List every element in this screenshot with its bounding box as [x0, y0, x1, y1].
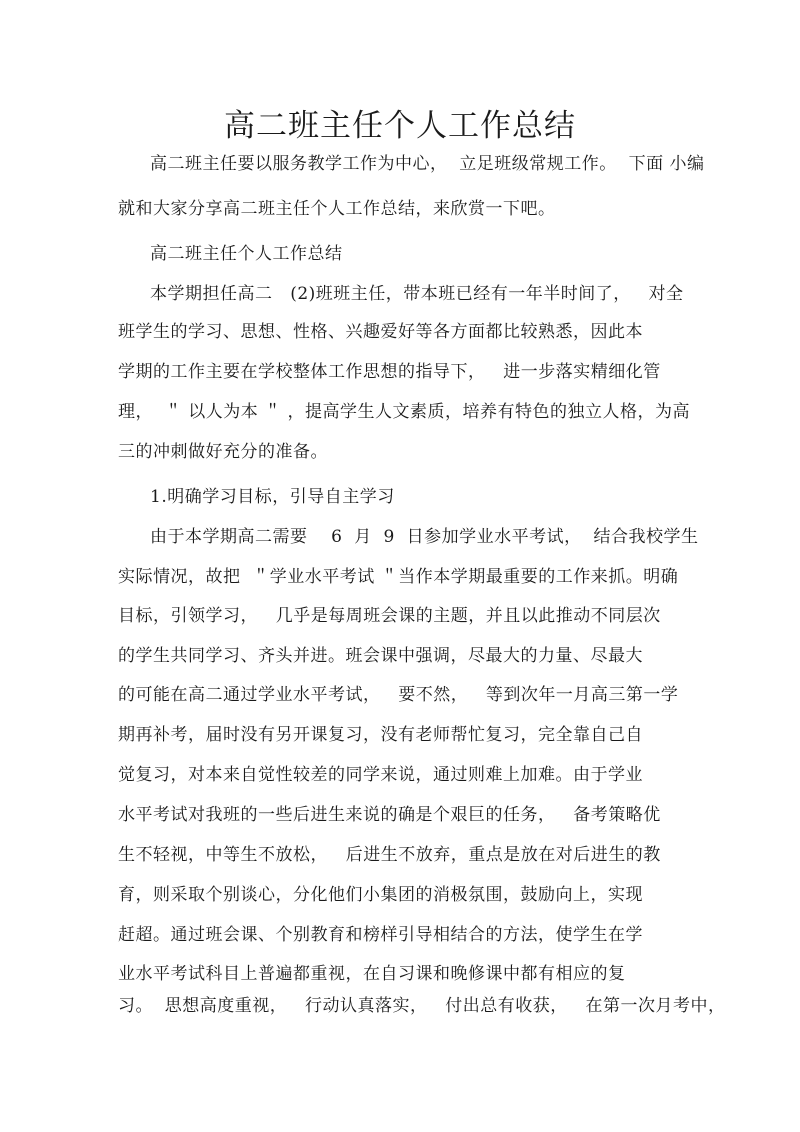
- section-heading: 高二班主任个人工作总结: [150, 244, 343, 264]
- paragraph-line: 赶超。通过班会课、个别教育和榜样引导相结合的方法，使学生在学: [118, 925, 643, 945]
- paragraph-line: 生不轻视，中等生不放松， 后进生不放弃，重点是放在对后进生的教: [118, 845, 661, 865]
- paragraph-line: 实际情况，故把 ＂学业水平考试 ＂当作本学期最重要的工作来抓。明确: [118, 567, 679, 587]
- paragraph-line: 本学期担任高二 (2)班班主任，带本班已经有一年半时间了， 对全: [150, 284, 684, 304]
- paragraph-line: 习。 思想高度重视， 行动认真落实， 付出总有收获， 在第一次月考中，: [118, 996, 726, 1016]
- paragraph-line: 就和大家分享高二班主任个人工作总结，来欣赏一下吧。: [118, 199, 556, 219]
- paragraph-line: 育，则采取个别谈心，分化他们小集团的消极氛围，鼓励向上，实现: [118, 885, 643, 905]
- paragraph-line: 业水平考试科目上普遍都重视，在自习课和晚修课中都有相应的复: [118, 964, 626, 984]
- document-title: 高二班主任个人工作总结: [224, 108, 576, 144]
- paragraph-line: 理， ＂ 以人为本 ＂ ，提高学生人文素质，培养有特色的独立人格，为高: [118, 402, 691, 422]
- paragraph-line: 水平考试对我班的一些后进生来说的确是个艰巨的任务， 备考策略优: [118, 805, 661, 825]
- paragraph-line: 觉复习，对本来自觉性较差的同学来说，通过则难上加难。由于学业: [118, 765, 643, 785]
- paragraph-line: 目标，引领学习， 几乎是每周班会课的主题，并且以此推动不同层次: [118, 606, 661, 626]
- paragraph-line: 由于本学期高二需要 6 月 9 日参加学业水平考试， 结合我校学生: [150, 527, 699, 547]
- paragraph-line: 的可能在高二通过学业水平考试， 要不然， 等到次年一月高三第一学: [118, 685, 679, 705]
- section-heading: 1.明确学习目标，引导自主学习: [150, 487, 395, 507]
- paragraph-line: 期再补考，届时没有另开课复习，没有老师帮忙复习，完全靠自己自: [118, 725, 643, 745]
- paragraph-line: 的学生共同学习、齐头并进。班会课中强调，尽最大的力量、尽最大: [118, 646, 643, 666]
- paragraph-line: 学期的工作主要在学校整体工作思想的指导下， 进一步落实精细化管: [118, 362, 661, 382]
- paragraph-line: 三的冲刺做好充分的准备。: [118, 442, 328, 462]
- paragraph-line: 高二班主任要以服务教学工作为中心， 立足班级常规工作。 下面 小编: [150, 154, 705, 174]
- paragraph-line: 班学生的学习、思想、性格、兴趣爱好等各方面都比较熟悉，因此本: [118, 322, 643, 342]
